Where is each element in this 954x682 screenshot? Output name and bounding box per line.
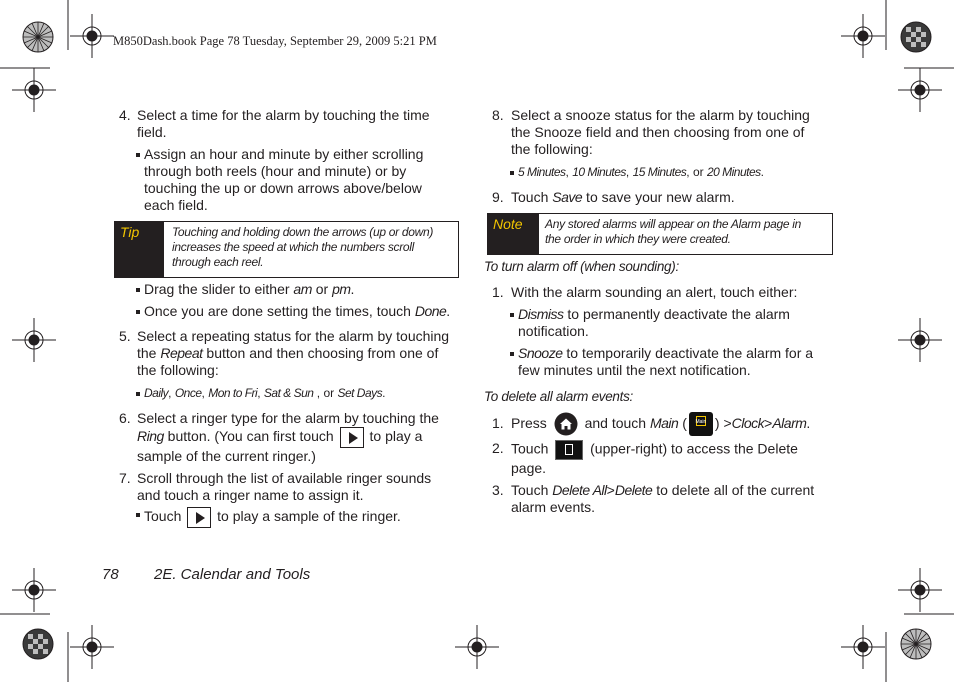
- registration-mark-icon: [898, 568, 942, 612]
- bullet-done: Once you are done setting the times, touch Done.: [144, 303, 451, 319]
- heading-delete-all: To delete all alarm events:: [484, 389, 633, 404]
- registration-mark-icon: [12, 68, 56, 112]
- registration-mark-icon: [841, 14, 885, 58]
- play-icon[interactable]: [340, 427, 364, 448]
- bullet-dismiss: Dismiss to permanently deactivate the alarm notification.: [518, 306, 790, 339]
- trash-icon[interactable]: [555, 440, 583, 460]
- bullet-snooze-options: 5 Minutes, 10 Minutes, 15 Minutes, or 20 Minutes.: [518, 165, 764, 179]
- play-icon[interactable]: [187, 507, 211, 528]
- registration-mark-icon: [841, 625, 885, 669]
- print-header: M850Dash.book Page 78 Tuesday, September 29, 2009 5:21 PM: [113, 34, 437, 48]
- registration-mark-icon: [70, 14, 114, 58]
- registration-mark-icon: [12, 318, 56, 362]
- registration-mark-icon: [898, 318, 942, 362]
- bullet-assign-hour: Assign an hour and minute by either scrolling through both reels (hour and minute) or by touching the up or down arrows above/below each field.: [144, 146, 424, 213]
- note-box: [487, 213, 833, 255]
- note-text: Any stored alarms will appear on the Alarm page in the order in which they were created.: [545, 217, 802, 246]
- page-number: 78: [102, 566, 119, 583]
- registration-mark-icon: [70, 625, 114, 669]
- color-wheel-icon: [22, 628, 54, 660]
- step-4-text: Select a time for the alarm by touching the time: [137, 107, 430, 123]
- bullet-repeat-options: Daily, Once, Mon to Fri, Sat & Sun , or Set Days.: [144, 386, 386, 400]
- bullet-snooze: Snooze to temporarily deactivate the alarm for a few minutes until the next notification.: [518, 345, 814, 378]
- bullet-touch-play: Touch to play a sample of the ringer.: [144, 506, 401, 528]
- section-title: 2E. Calendar and Tools: [154, 566, 311, 583]
- color-wheel-icon: [22, 21, 54, 53]
- registration-mark-icon: [455, 625, 499, 669]
- note-label: Note: [488, 214, 539, 254]
- color-wheel-icon: [900, 21, 932, 53]
- tip-box: [114, 221, 459, 278]
- color-wheel-icon: [900, 628, 932, 660]
- tip-label: Tip: [115, 222, 164, 277]
- main-menu-icon[interactable]: Main: [689, 412, 713, 436]
- bullet-drag-slider: Drag the slider to either am or pm.: [144, 281, 355, 297]
- registration-mark-icon: [12, 568, 56, 612]
- registration-mark-icon: [898, 68, 942, 112]
- home-icon[interactable]: [554, 412, 578, 436]
- tip-text: Touching and holding down the arrows (up or down) increases the speed at which the numbers scroll through each reel.: [172, 225, 434, 269]
- heading-turn-off: To turn alarm off (when sounding):: [484, 259, 679, 274]
